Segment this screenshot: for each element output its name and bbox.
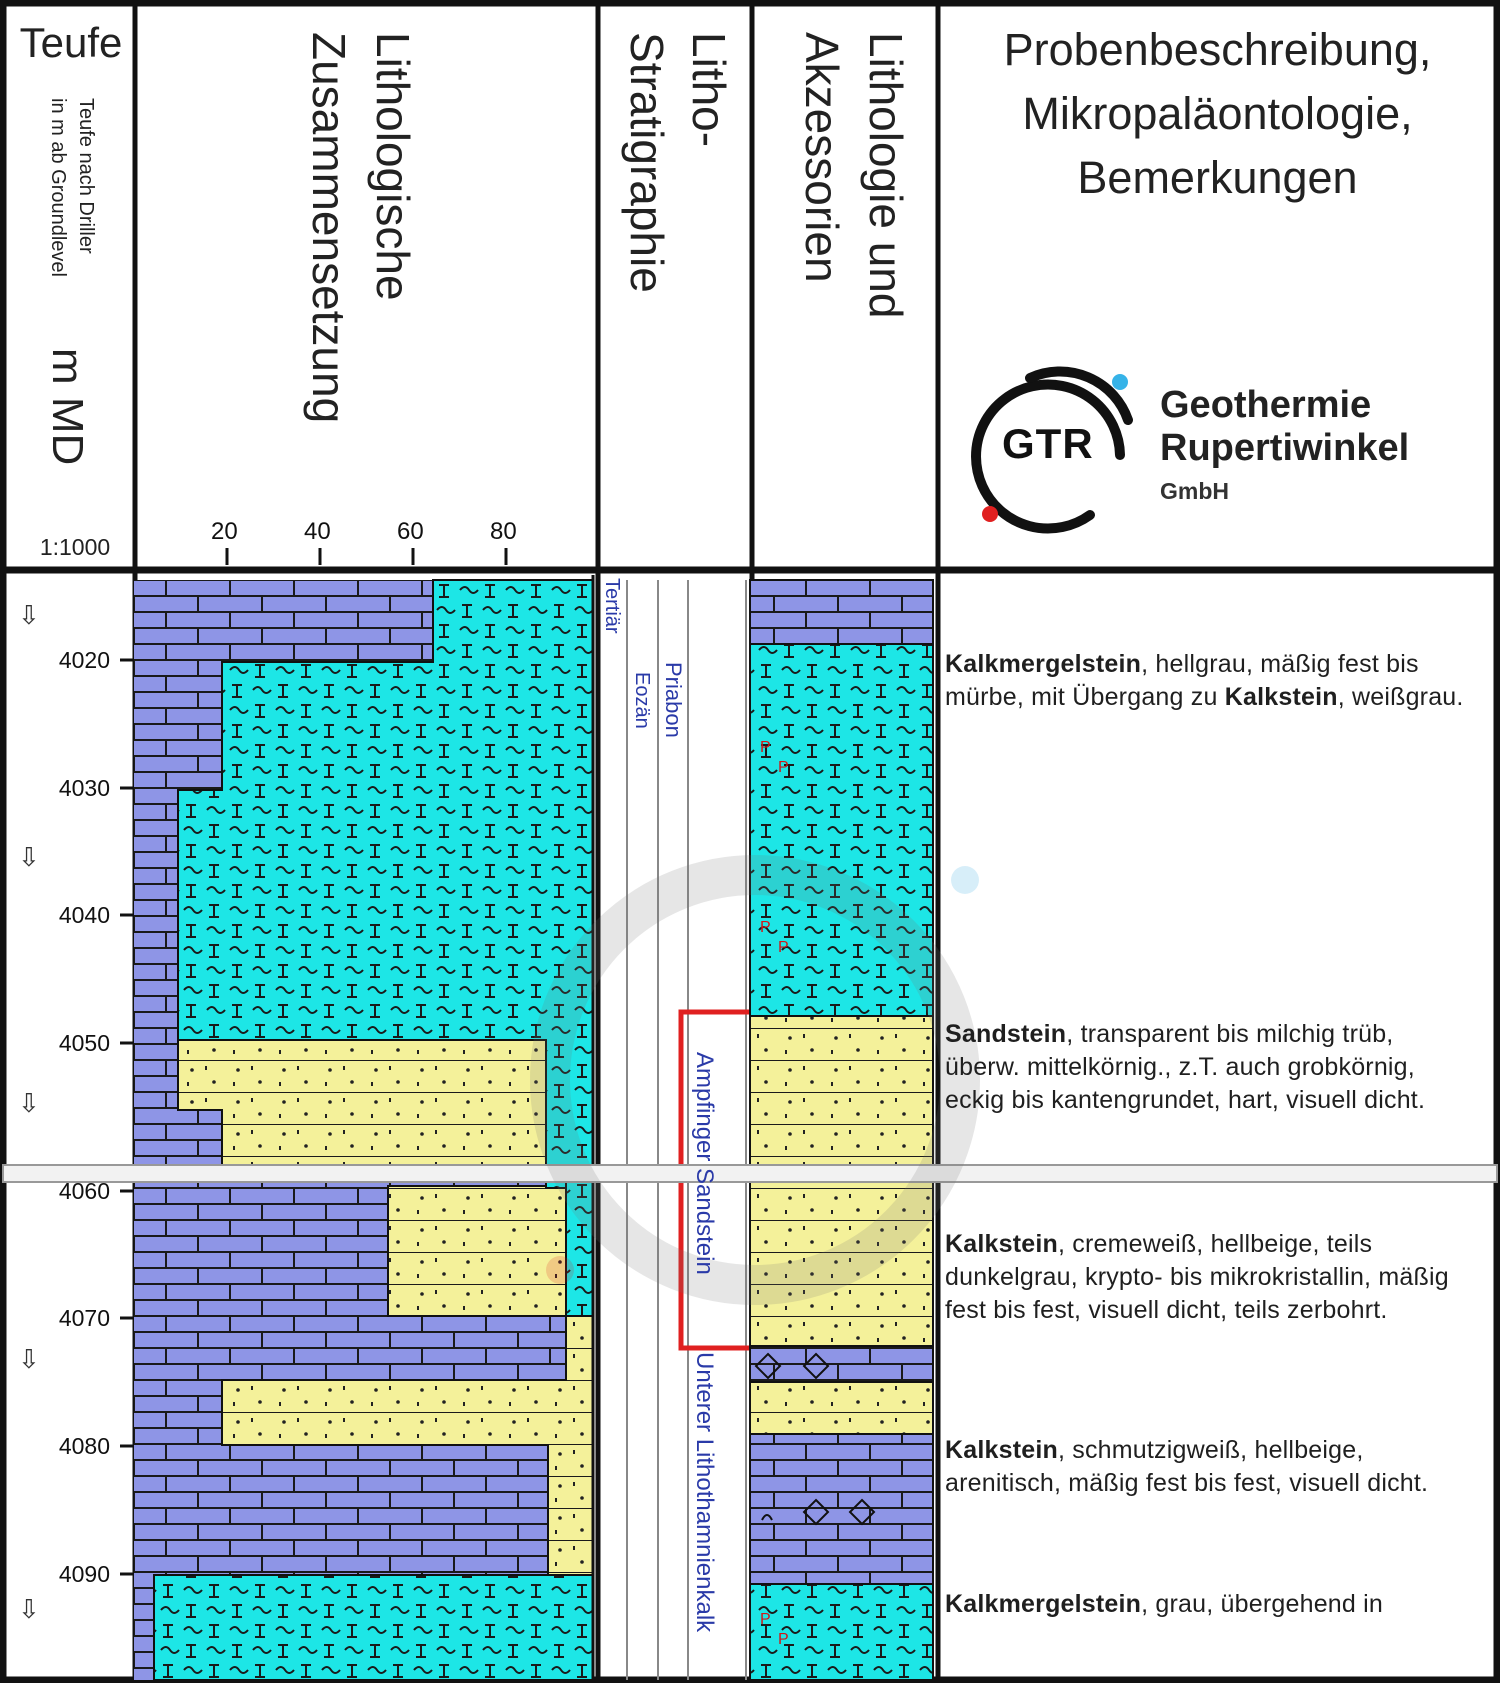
teufe-subtitle-1: Teufe nach Driller — [75, 98, 97, 254]
teufe-unit: m MD — [43, 348, 92, 466]
svg-text:P: P — [760, 1611, 771, 1628]
depth-label-4090: 4090 — [58, 1561, 110, 1587]
company-name-line-2: Rupertiwinkel — [1160, 427, 1410, 469]
depth-label-4080: 4080 — [58, 1433, 110, 1459]
description-1 — [945, 648, 1475, 714]
strat-unit-ampfinger: Ampfinger Sandstein — [691, 1052, 718, 1275]
composition-column — [134, 575, 593, 1680]
strat-unit-lithothamnienkalk: Unterer Lithothamnienkalk — [691, 1352, 718, 1633]
depth-label-4030: 4030 — [58, 775, 110, 801]
gtr-logo-text: GTR — [1002, 420, 1094, 467]
percent-tick-label-60: 60 — [397, 518, 424, 545]
depth-scale: 1:1000 — [39, 533, 111, 560]
description-2-text: , transparent bis milchig trüb, überw. mittelkörnig., z.T. auch grobkörnig, eckig bis kantengrundet, hart, visuell dicht. — [945, 1020, 1426, 1114]
strat-stage: Priabon — [661, 662, 686, 738]
teufe-subtitle-2: in m ab Groundlevel — [47, 98, 69, 277]
sample-arrow-icon: ⇩ — [18, 600, 40, 630]
sample-arrow-icon: ⇩ — [18, 842, 40, 872]
splice-band — [3, 1165, 1497, 1182]
sample-arrow-icon: ⇩ — [18, 1594, 40, 1624]
description-3-text: , cremeweiß, hellbeige, teils dunkelgrau, krypto- bis mikrokristallin, mäßig fest bis fest, visuell dicht, teils zerbohrt. — [945, 1230, 1449, 1324]
description-4-text: , schmutzigweiß, hellbeige, arenitisch, mäßig fest bis fest, visuell dicht. — [945, 1436, 1429, 1497]
svg-text:P: P — [760, 739, 771, 756]
strat-series: Eozän — [631, 672, 653, 729]
description-1-rock-2: Kalkstein — [1224, 683, 1338, 711]
depth-label-4020: 4020 — [58, 647, 110, 673]
svg-text:P: P — [760, 919, 771, 936]
svg-text:P: P — [778, 1631, 789, 1648]
percent-ticks — [227, 548, 506, 565]
description-title-line-3: Bemerkungen — [1077, 152, 1358, 203]
description-3 — [945, 1228, 1475, 1327]
description-3-rock: Kalkstein — [945, 1230, 1058, 1258]
company-name-line-1: Geothermie — [1160, 384, 1372, 426]
svg-text:P: P — [778, 939, 789, 956]
description-5 — [945, 1588, 1475, 1621]
litho-stratigraphy-title: Litho-Stratigraphie — [621, 32, 735, 293]
description-title-line-1: Probenbeschreibung, — [1003, 24, 1432, 75]
description-5-text: , grau, übergehend in — [1141, 1590, 1384, 1618]
sample-arrow-icon: ⇩ — [18, 1344, 40, 1374]
description-title-line-2: Mikropaläontologie, — [1022, 88, 1413, 139]
accessory-column — [750, 580, 933, 1680]
depth-label-4070: 4070 — [58, 1305, 110, 1331]
description-title — [945, 18, 1490, 210]
sample-arrow-icon: ⇩ — [18, 1088, 40, 1118]
description-4-rock: Kalkstein — [945, 1436, 1058, 1464]
description-1-text-2: , weißgrau. — [1337, 683, 1464, 711]
teufe-title: Teufe — [19, 19, 123, 66]
svg-text:P: P — [778, 759, 789, 776]
description-1-text: , hellgrau, mäßig fest bis mürbe, mit Übergang zu — [945, 650, 1419, 711]
depth-ticks — [120, 660, 134, 1574]
depth-label-4040: 4040 — [58, 902, 110, 928]
percent-tick-label-20: 20 — [211, 518, 238, 545]
description-1-rock: Kalkmergelstein — [945, 650, 1142, 678]
percent-tick-label-40: 40 — [304, 518, 331, 545]
depth-label-4060: 4060 — [58, 1178, 110, 1204]
company-name-line-3: GmbH — [1160, 478, 1229, 504]
description-2 — [945, 1018, 1475, 1117]
description-5-rock: Kalkmergelstein — [945, 1590, 1142, 1618]
lithology-accessories-title: Lithologie und Akzessorien — [796, 32, 912, 319]
percent-tick-label-80: 80 — [490, 518, 517, 545]
description-2-rock: Sandstein — [945, 1020, 1067, 1048]
strat-system: Tertiär — [601, 578, 623, 634]
lithological-composition-title: Lithologische Zusammensetzung — [303, 32, 419, 424]
depth-label-4050: 4050 — [58, 1030, 110, 1056]
description-4 — [945, 1434, 1475, 1500]
